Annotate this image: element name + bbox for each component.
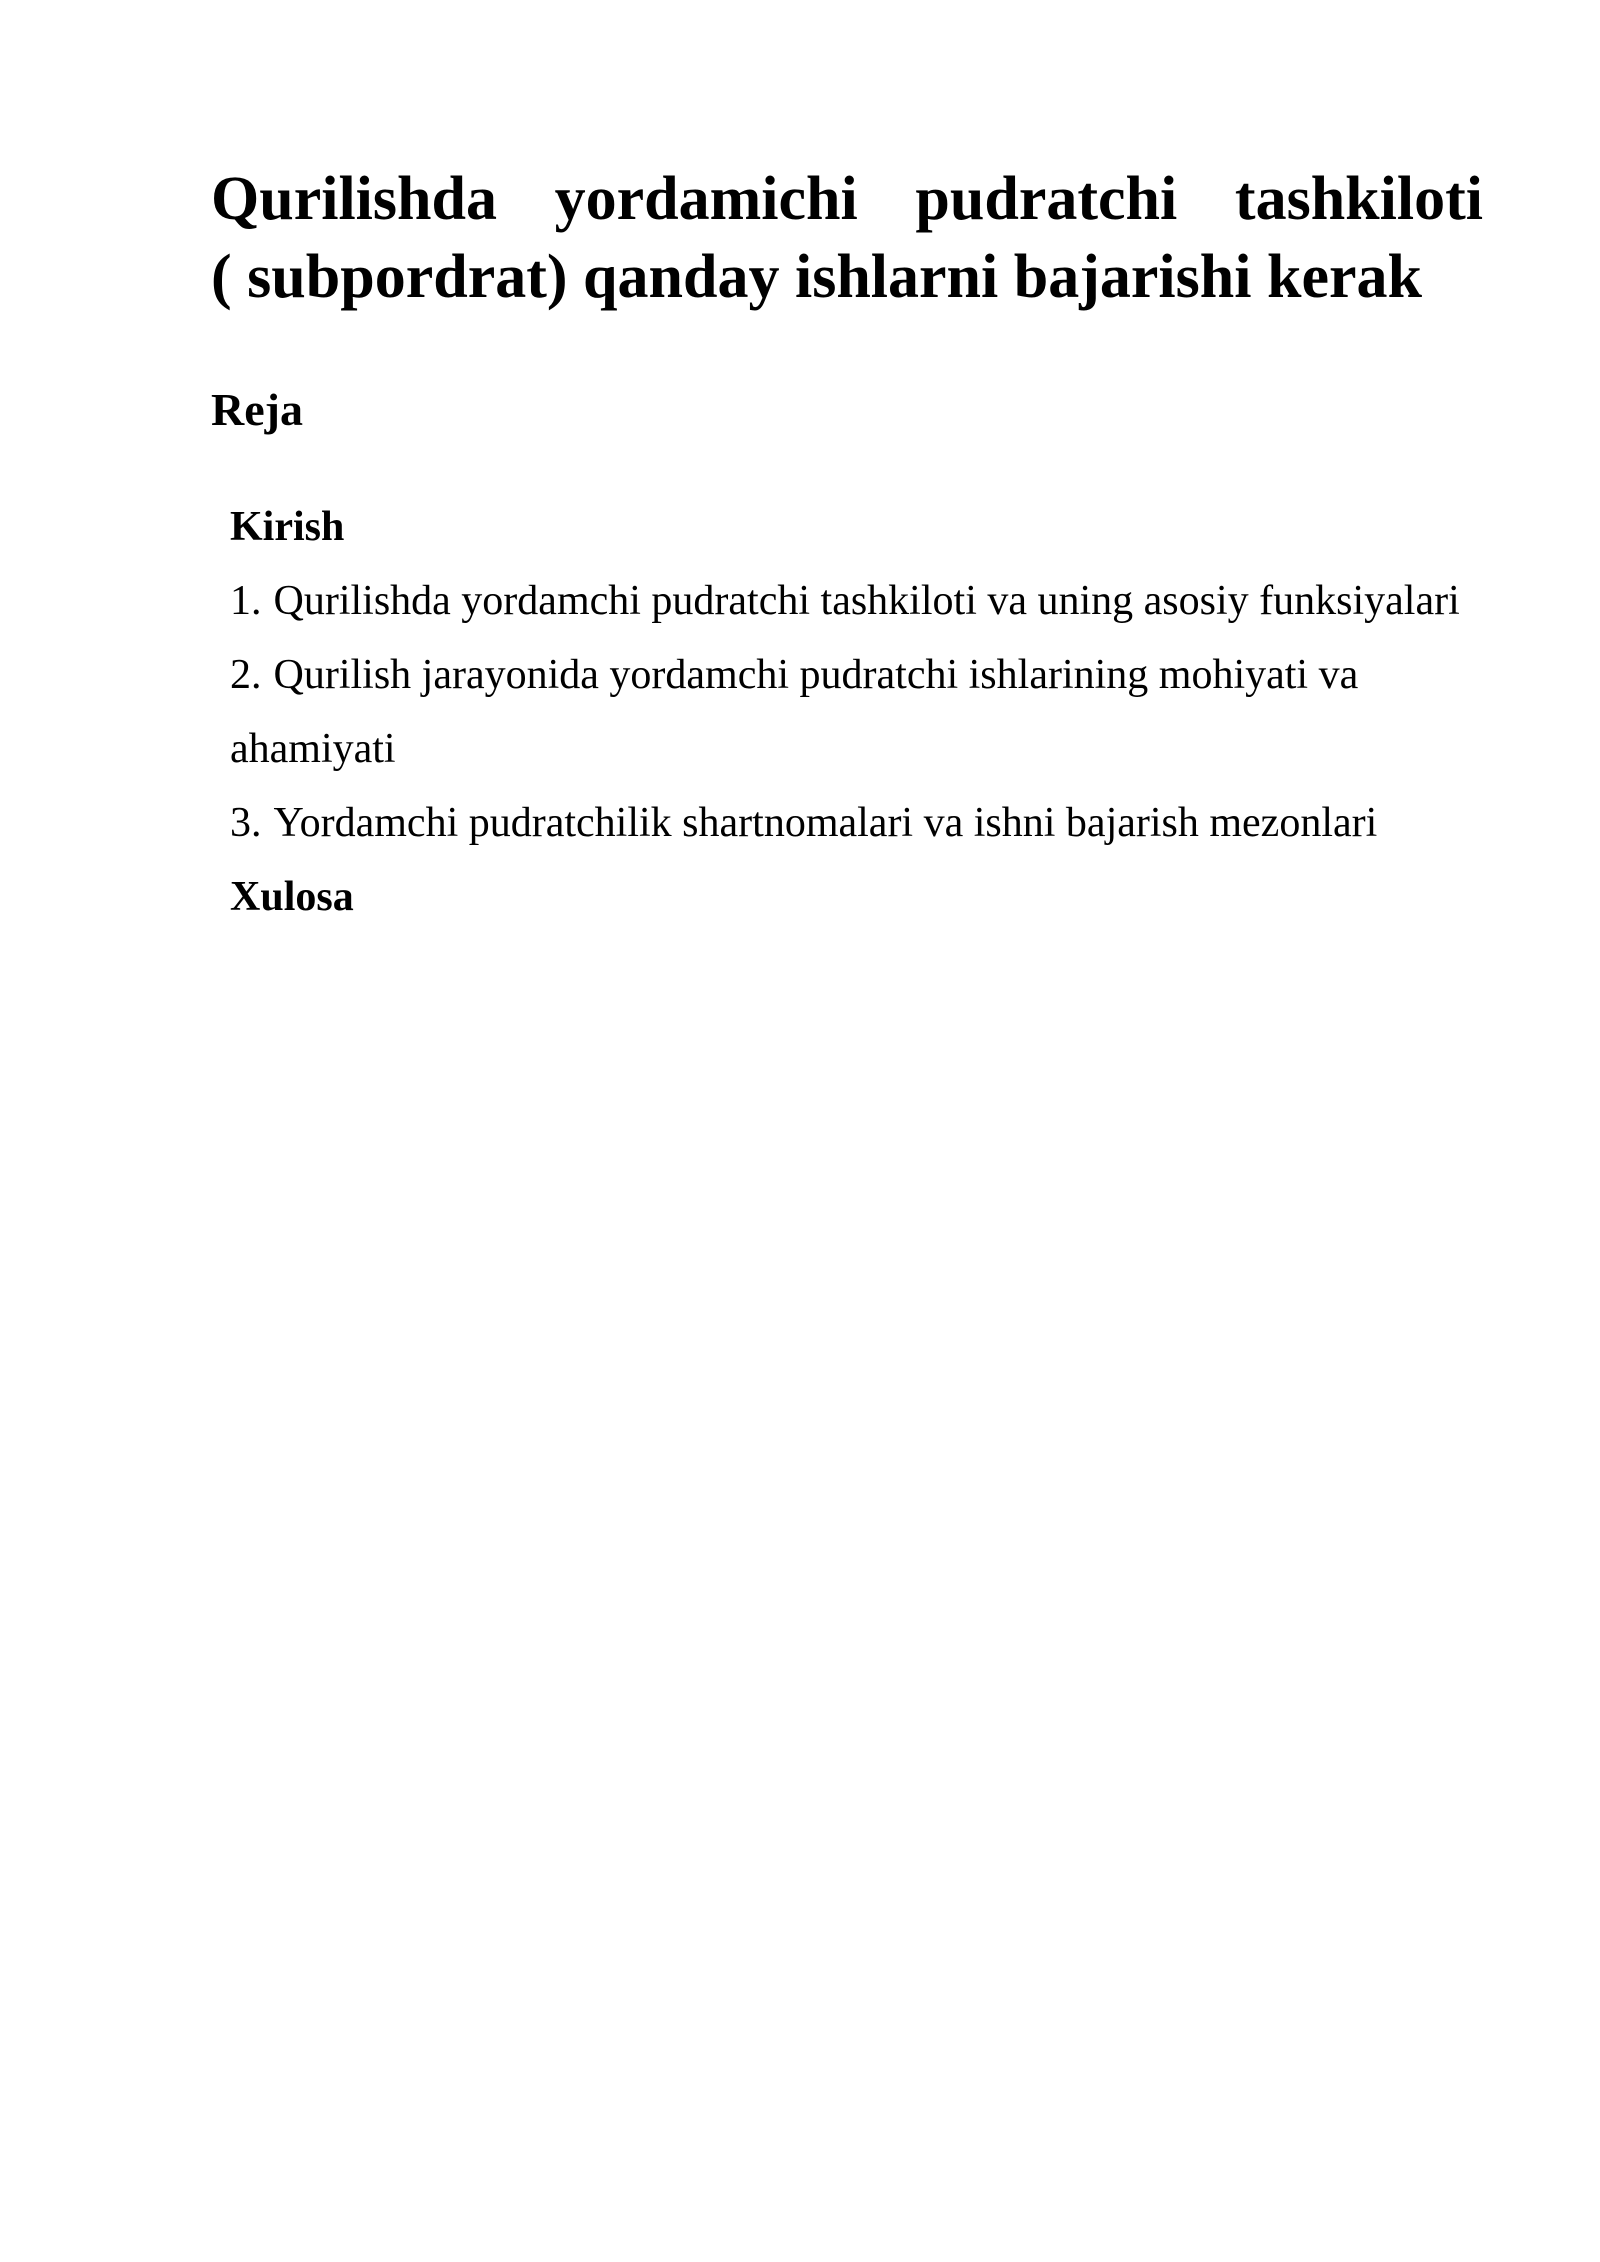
plan-list — [230, 490, 1490, 934]
plan-item-number: 3. — [230, 800, 262, 846]
plan-item-2 — [230, 638, 1490, 786]
plan-item-number: 2. — [230, 652, 262, 698]
plan-item-text: Yordamchi pudratchilik shartnomalari va ishni bajarish mezonlari — [273, 800, 1378, 846]
plan-item-3 — [230, 786, 1490, 860]
plan-item-1 — [230, 564, 1490, 638]
title-line-2: ( subpordrat) qanday ishlarni bajarishi kerak — [211, 243, 1422, 311]
intro-heading: Kirish — [230, 504, 345, 550]
plan-item-number: 1. — [230, 578, 262, 624]
plan-item-text: Qurilish jarayonida yordamchi pudratchi ishlarining mohiyati va ahamiyati — [230, 652, 1359, 772]
document-title — [211, 160, 1483, 316]
plan-item-text: Qurilishda yordamchi pudratchi tashkiloti va uning asosiy funksiyalari — [273, 578, 1460, 624]
conclusion-heading: Xulosa — [230, 874, 354, 920]
title-line-1: Qurilishda yordamichi pudratchi tashkiloti — [211, 165, 1483, 233]
plan-heading: Reja — [211, 384, 303, 435]
